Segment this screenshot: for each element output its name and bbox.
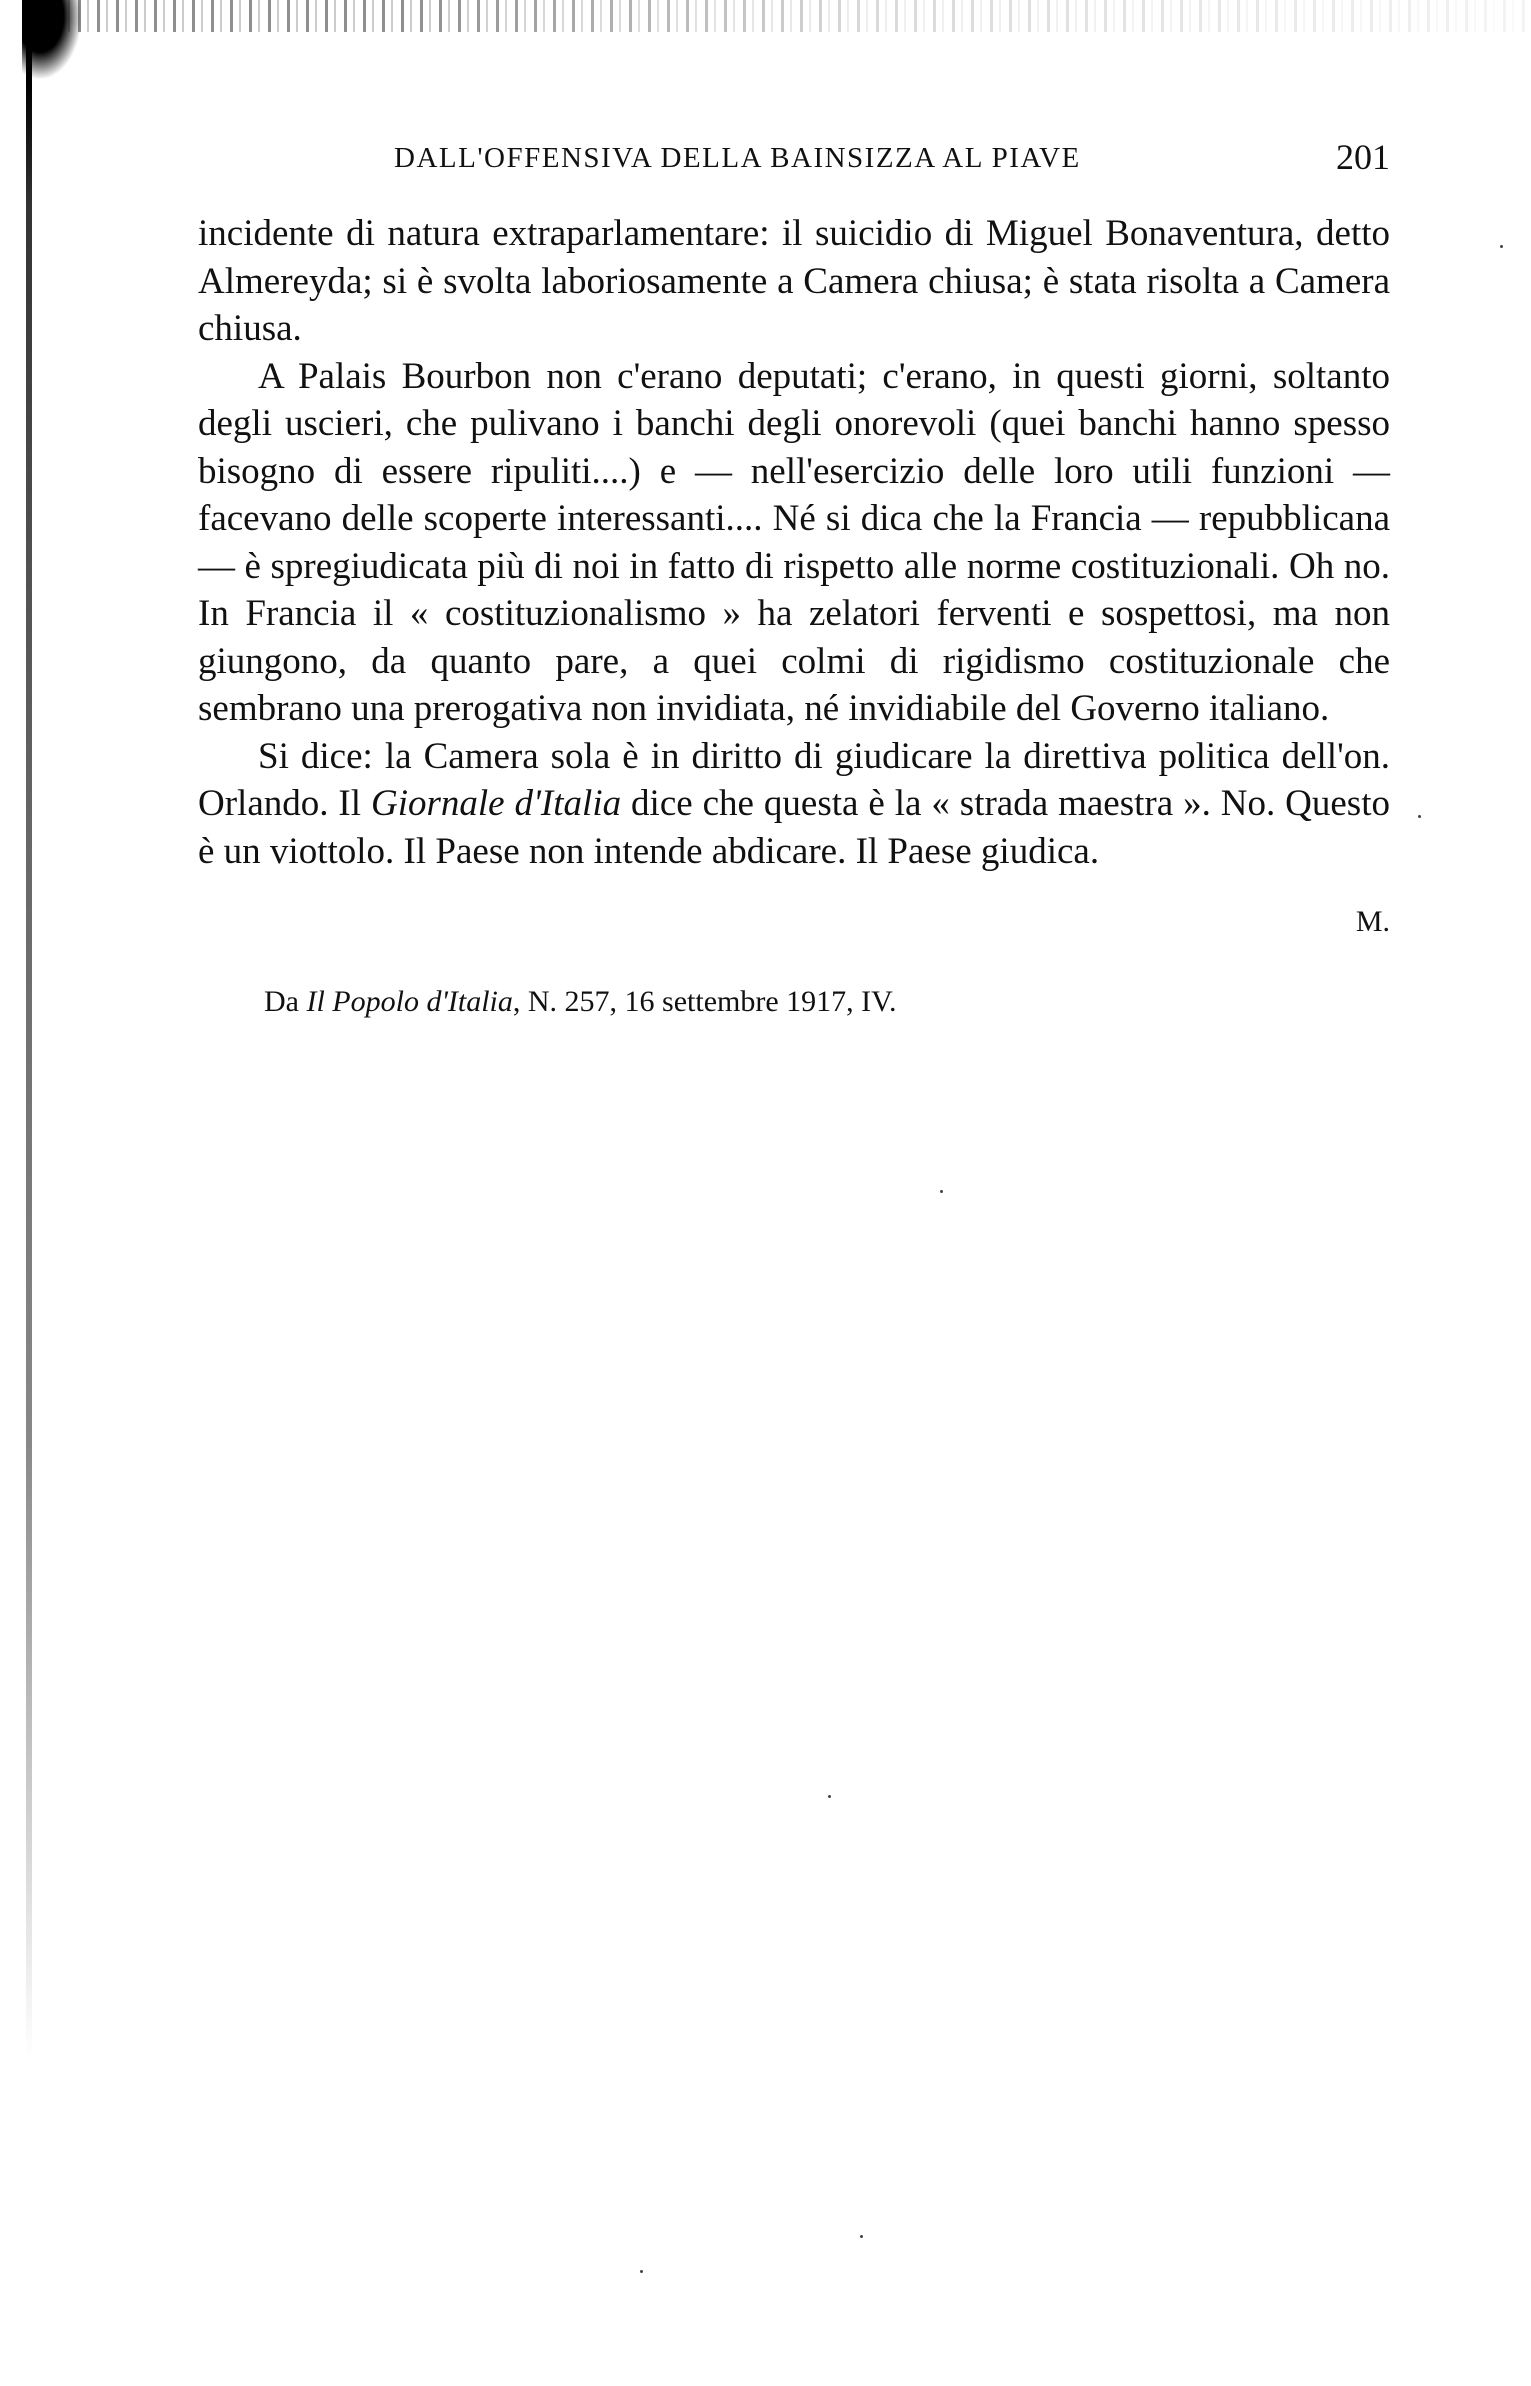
source-publication: Il Popolo d'Italia bbox=[306, 985, 513, 1018]
scan-noise-top bbox=[40, 0, 1530, 32]
scan-speck bbox=[1418, 815, 1421, 818]
book-page bbox=[198, 130, 1390, 1019]
page-number: 201 bbox=[1336, 137, 1390, 177]
source-citation bbox=[264, 985, 1390, 1019]
paragraph: A Palais Bourbon non c'erano deputati; c'erano, in questi giorni, soltanto degli uscieri, che pulivano i banchi degli onorevoli (quei banchi hanno spesso bisogno di essere ripuliti....) e — nell'esercizio delle loro utili funzioni — facevano delle scoperte interessanti.... Né si dica che la Francia — repubblicana — è spregiudicata più di noi in fatto di rispetto alle norme costituzionali. Oh no. In Francia il « costituzionalismo » ha zelatori ferventi e sospettosi, ma non giungono, da quanto pare, a quei colmi di rigidismo costituzionale che sembrano una prerogativa non invidiata, né invidiabile del Governo italiano. bbox=[198, 355, 1390, 729]
scan-speck bbox=[640, 2270, 643, 2273]
running-head bbox=[198, 130, 1390, 190]
scan-speck bbox=[1500, 245, 1503, 248]
running-title: DALL'OFFENSIVA DELLA BAINSIZZA AL PIAVE bbox=[394, 142, 1081, 174]
body-text bbox=[198, 210, 1390, 875]
source-details: , N. 257, 16 settembre 1917, IV. bbox=[512, 985, 897, 1018]
paragraph bbox=[198, 733, 1390, 876]
paragraph-continued: incidente di natura extraparlamentare: il suicidio di Miguel Bonaventura, detto Almereyda; si è svolta laboriosamente a Camera chiusa; è stata risolta a Camera chiusa. bbox=[198, 213, 1390, 349]
scan-speck bbox=[828, 1795, 831, 1798]
scan-speck bbox=[860, 2235, 863, 2238]
paragraph-text: dice che questa è la « strada maestra ». No. Questo è un viottolo. Il Paese non intende abdicare. Il Paese giudica. bbox=[198, 783, 1390, 872]
scan-speck bbox=[940, 1190, 943, 1193]
paragraph-text: Si dice: la Camera sola è in diritto di giudicare la direttiva politica dell'on. Orlando. Il bbox=[198, 735, 1390, 824]
newspaper-title: Giornale d'Italia bbox=[370, 783, 622, 824]
source-prefix: Da bbox=[264, 985, 307, 1018]
scan-edge-left bbox=[26, 0, 32, 2060]
author-signature: M. bbox=[1355, 905, 1390, 938]
